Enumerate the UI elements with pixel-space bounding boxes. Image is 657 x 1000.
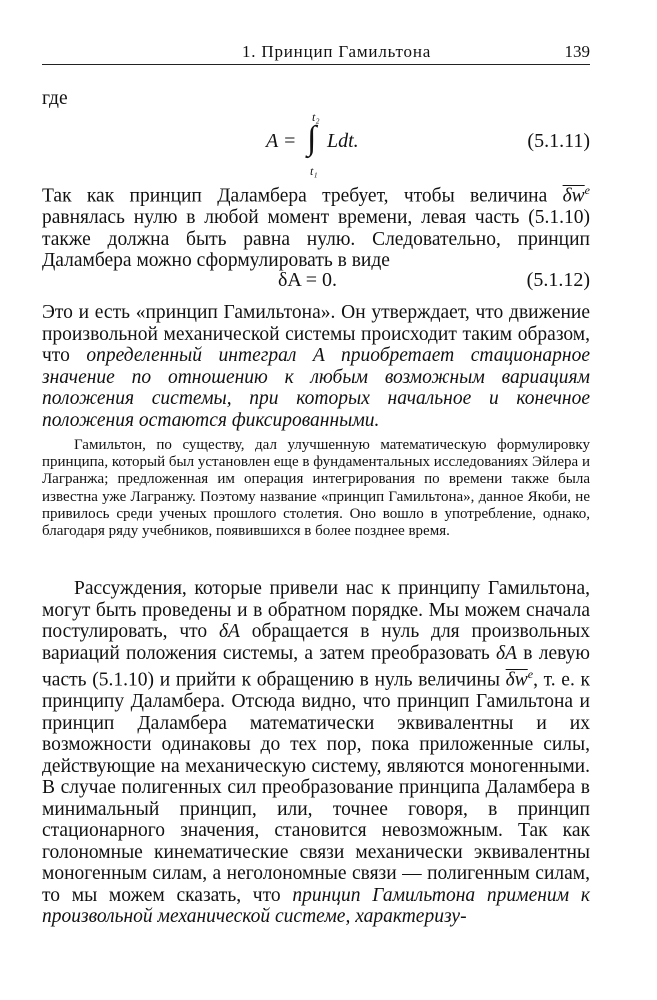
italic-conclusion: принцип Гамильтона применим к произвольной механической системе, характеризу-	[42, 884, 590, 927]
page-number: 139	[564, 42, 590, 61]
paragraph-reasoning: Рассуждения, которые привели нас к принципу Гамильтона, могут быть проведены и в обратном порядке. Мы можем сначала постулировать, что δA обращается в нуль для произвольных вариаций положения системы, а затем преобразовать δA в левую часть (5.1.10) и прийти к обращению в нуль величины $\overline{\delta w}^e$, т. е. к принципу Даламбера. Отсюда видно, что принцип Гамильтона и принцип Даламбера математически эквивалентны и их возможности одинаковы до тех пор, пока приложенные силы, действующие на механическую систему, являются моногенными. В случае полигенных сил преобразование принципа Даламбера в минимальный принцип, или, точнее говоря, в принцип стационарного значения, становится невозможным. Так как голономные кинематические связи механически эквивалентны моногенным силам, а неголономные связи — полигенным силам, то мы можем сказать, что принцип Гамильтона применим к произвольной механической системе, характеризу-	[42, 578, 591, 927]
historical-note: Гамильтон, по существу, дал улучшенную математическую формулировку принципа, который был установлен еще в фундаментальных исследованиях Эйлера и Лагранжа; предложенная им операция интегрирования по времени также была известна уже Лагранжу. Поэтому название «принцип Гамильтона», данное Якоби, не привилось среди ученых прошлого столетия. Оно вошло в употребление, однако, благодаря ряду учебников, появившихся в более позднее время.	[42, 437, 590, 540]
eq-number-5-1-11: (5.1.11)	[527, 130, 590, 152]
word-where: где	[42, 88, 68, 109]
eq-number-5-1-12: (5.1.12)	[526, 269, 590, 291]
integral-sign: ∫	[307, 120, 317, 157]
eq-integrand: Ldt.	[327, 130, 359, 152]
italic-statement: определенный интеграл A приобретает стационарное значение по отношению к любым возможным вариациям положения системы, при которых начальное и конечное положения остаются фиксированными.	[42, 345, 590, 431]
upper-limit: t₂	[312, 110, 320, 124]
lower-limit: t₁	[310, 164, 318, 178]
paragraph-dalembert: Так как принцип Даламбера требует, чтобы величина $\overline{\delta w}^e$ равнялась нулю в любой момент времени, левая часть (5.1.10) также должна быть равна нулю. Следовательно, принцип Даламбера можно сформулировать в виде	[42, 183, 590, 271]
eq-lhs: A =	[266, 130, 297, 152]
eq-hamilton-principle: δA = 0.	[278, 269, 338, 291]
header-title: 1. Принцип Гамильтона	[242, 42, 432, 61]
paragraph-hamilton-statement: Это и есть «принцип Гамильтона». Он утверждает, что движение произвольной механической системы происходит таким образом, что определенный интеграл A приобретает стационарное значение по отношению к любым возможным вариациям положения системы, при которых начальное и конечное положения остаются фиксированными.	[42, 302, 590, 431]
virtual-work-symbol-2: $\overline{\delta w}$	[505, 669, 528, 691]
running-header	[42, 40, 590, 65]
virtual-work-symbol: $\overline{\delta w}$	[562, 185, 585, 207]
